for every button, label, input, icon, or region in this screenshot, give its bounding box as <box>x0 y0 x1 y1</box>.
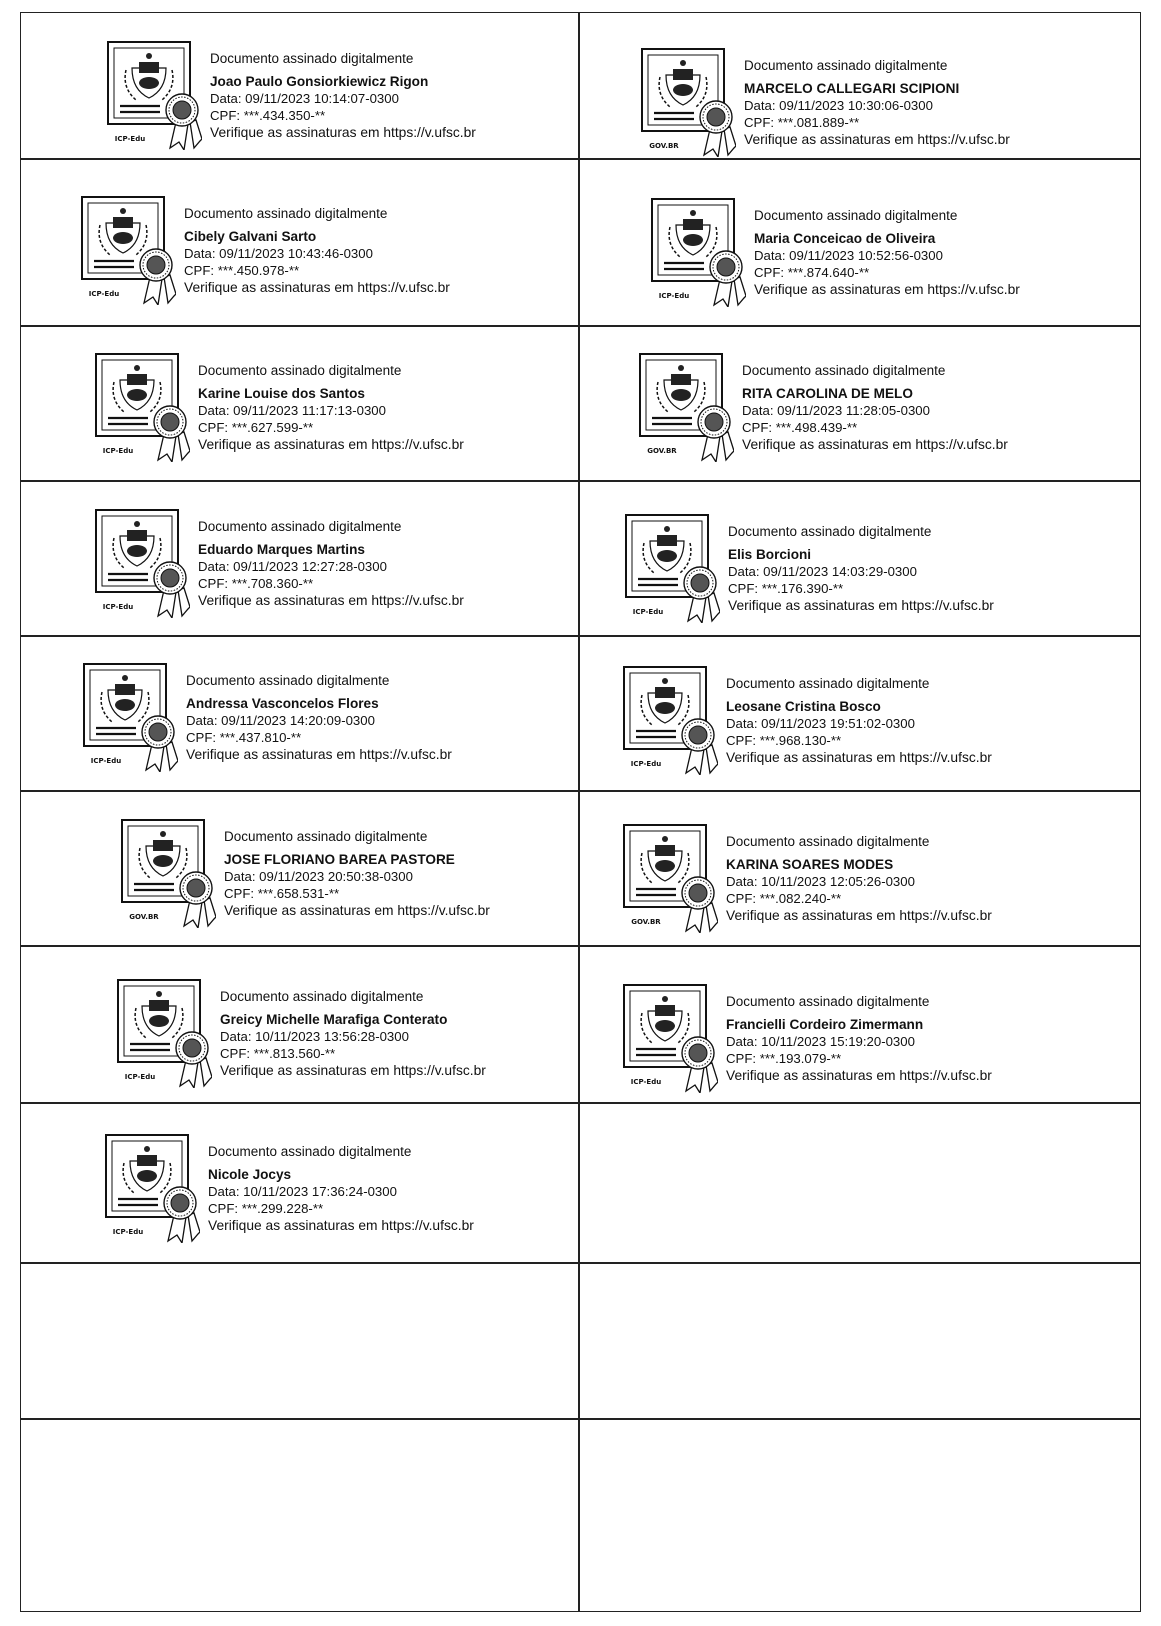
signature-date: Data: 09/11/2023 14:03:29-0300 <box>728 564 917 579</box>
certificate-seal-icon <box>116 818 216 928</box>
signature-text <box>726 993 1046 1084</box>
verification-note: Verifique as assinaturas em https://v.ufsc.br <box>728 598 994 613</box>
svg-text:ICP-Edu: ICP-Edu <box>630 1078 662 1086</box>
signer-cpf: CPF: ***.658.531-** <box>224 886 340 901</box>
signature-text <box>742 362 1062 453</box>
certificate-seal-icon <box>90 352 190 462</box>
svg-text:ICP-Edu: ICP-Edu <box>102 603 134 611</box>
signature-date: Data: 09/11/2023 20:50:38-0300 <box>224 869 413 884</box>
signature-text <box>186 672 506 763</box>
signer-name: RITA CAROLINA DE MELO <box>742 386 913 401</box>
signer-cpf: CPF: ***.874.640-** <box>754 265 870 280</box>
signature-date: Data: 10/11/2023 15:19:20-0300 <box>726 1034 915 1049</box>
signature-header: Documento assinado digitalmente <box>186 673 390 688</box>
signature-block <box>618 823 1038 933</box>
svg-text:ICP-Edu: ICP-Edu <box>658 292 690 300</box>
signature-block <box>634 352 1054 462</box>
certificate-seal-icon <box>618 665 718 775</box>
signer-cpf: CPF: ***.437.810-** <box>186 730 302 745</box>
signature-header: Documento assinado digitalmente <box>208 1144 412 1159</box>
signature-date: Data: 09/11/2023 10:43:46-0300 <box>184 246 373 261</box>
signer-name: Eduardo Marques Martins <box>198 542 365 557</box>
signer-name: Joao Paulo Gonsiorkiewicz Rigon <box>210 74 429 89</box>
row-divider <box>20 480 1141 482</box>
signature-date: Data: 10/11/2023 12:05:26-0300 <box>726 874 915 889</box>
signature-date: Data: 09/11/2023 10:52:56-0300 <box>754 248 943 263</box>
svg-text:GOV.BR: GOV.BR <box>631 918 661 926</box>
signature-header: Documento assinado digitalmente <box>210 51 414 66</box>
signature-block <box>618 983 1038 1093</box>
row-divider <box>20 1262 1141 1264</box>
signer-cpf: CPF: ***.450.978-** <box>184 263 300 278</box>
verification-note: Verifique as assinaturas em https://v.ufsc.br <box>198 437 464 452</box>
signer-name: KARINA SOARES MODES <box>726 857 894 872</box>
signature-block <box>116 818 536 928</box>
signer-name: MARCELO CALLEGARI SCIPIONI <box>744 81 960 96</box>
certificate-seal-icon <box>620 513 720 623</box>
certificate-seal-icon <box>618 823 718 933</box>
signature-block <box>618 665 1038 775</box>
signature-text <box>198 362 518 453</box>
signature-text <box>198 518 518 609</box>
verification-note: Verifique as assinaturas em https://v.ufsc.br <box>184 280 450 295</box>
signature-header: Documento assinado digitalmente <box>198 519 402 534</box>
svg-text:GOV.BR: GOV.BR <box>647 447 677 455</box>
signature-header: Documento assinado digitalmente <box>726 994 930 1009</box>
signature-date: Data: 10/11/2023 13:56:28-0300 <box>220 1029 409 1044</box>
signature-header: Documento assinado digitalmente <box>198 363 402 378</box>
certificate-seal-icon <box>636 47 736 157</box>
signer-name: Cibely Galvani Sarto <box>184 229 317 244</box>
signature-text <box>728 523 1048 614</box>
certificate-seal-icon <box>618 983 718 1093</box>
signer-cpf: CPF: ***.813.560-** <box>220 1046 336 1061</box>
signature-date: Data: 09/11/2023 10:14:07-0300 <box>210 91 399 106</box>
certificate-seal-icon <box>634 352 734 462</box>
signature-block <box>90 352 510 462</box>
signature-header: Documento assinado digitalmente <box>726 834 930 849</box>
signature-header: Documento assinado digitalmente <box>728 524 932 539</box>
certificate-seal-icon <box>76 195 176 305</box>
signature-date: Data: 09/11/2023 12:27:28-0300 <box>198 559 387 574</box>
signature-date: Data: 09/11/2023 19:51:02-0300 <box>726 716 915 731</box>
signer-cpf: CPF: ***.968.130-** <box>726 733 842 748</box>
certificate-seal-icon <box>112 978 212 1088</box>
svg-text:ICP-Edu: ICP-Edu <box>112 1228 144 1236</box>
verification-note: Verifique as assinaturas em https://v.ufsc.br <box>186 747 452 762</box>
certificate-seal-icon <box>90 508 190 618</box>
signature-block <box>100 1133 520 1243</box>
signature-text <box>726 675 1046 766</box>
signer-cpf: CPF: ***.299.228-** <box>208 1201 324 1216</box>
row-divider <box>20 635 1141 637</box>
signature-date: Data: 09/11/2023 11:17:13-0300 <box>198 403 386 418</box>
signature-text <box>208 1143 528 1234</box>
signer-cpf: CPF: ***.082.240-** <box>726 891 842 906</box>
signature-block <box>112 978 532 1088</box>
row-divider <box>20 945 1141 947</box>
signature-block <box>620 513 1040 623</box>
signer-name: Maria Conceicao de Oliveira <box>754 231 936 246</box>
svg-text:ICP-Edu: ICP-Edu <box>124 1073 156 1081</box>
verification-note: Verifique as assinaturas em https://v.ufsc.br <box>198 593 464 608</box>
signer-name: Karine Louise dos Santos <box>198 386 365 401</box>
signature-date: Data: 10/11/2023 17:36:24-0300 <box>208 1184 397 1199</box>
signer-cpf: CPF: ***.081.889-** <box>744 115 860 130</box>
column-divider <box>578 12 580 1612</box>
signature-header: Documento assinado digitalmente <box>726 676 930 691</box>
row-divider <box>20 1418 1141 1420</box>
signature-header: Documento assinado digitalmente <box>220 989 424 1004</box>
verification-note: Verifique as assinaturas em https://v.ufsc.br <box>754 282 1020 297</box>
signature-block <box>636 47 1056 157</box>
signer-name: Francielli Cordeiro Zimermann <box>726 1017 924 1032</box>
signature-text <box>224 828 544 919</box>
signer-name: Leosane Cristina Bosco <box>726 699 881 714</box>
svg-text:ICP-Edu: ICP-Edu <box>102 447 134 455</box>
row-divider <box>20 325 1141 327</box>
certificate-seal-icon <box>102 40 202 150</box>
signature-date: Data: 09/11/2023 14:20:09-0300 <box>186 713 375 728</box>
signature-block <box>102 40 522 150</box>
row-divider <box>20 1102 1141 1104</box>
signature-text <box>220 988 540 1079</box>
signature-block <box>76 195 496 305</box>
signature-text <box>184 205 504 296</box>
signature-header: Documento assinado digitalmente <box>742 363 946 378</box>
signer-cpf: CPF: ***.434.350-** <box>210 108 326 123</box>
signer-cpf: CPF: ***.176.390-** <box>728 581 844 596</box>
signature-header: Documento assinado digitalmente <box>184 206 388 221</box>
verification-note: Verifique as assinaturas em https://v.ufsc.br <box>208 1218 474 1233</box>
svg-text:GOV.BR: GOV.BR <box>649 142 679 150</box>
row-divider <box>20 790 1141 792</box>
signature-text <box>744 57 1064 148</box>
signer-name: Elis Borcioni <box>728 547 812 562</box>
verification-note: Verifique as assinaturas em https://v.ufsc.br <box>726 908 992 923</box>
svg-text:ICP-Edu: ICP-Edu <box>630 760 662 768</box>
signature-header: Documento assinado digitalmente <box>744 58 948 73</box>
verification-note: Verifique as assinaturas em https://v.ufsc.br <box>726 750 992 765</box>
verification-note: Verifique as assinaturas em https://v.ufsc.br <box>744 132 1010 147</box>
signer-cpf: CPF: ***.193.079-** <box>726 1051 842 1066</box>
signature-block <box>78 662 498 772</box>
signer-cpf: CPF: ***.627.599-** <box>198 420 314 435</box>
signature-date: Data: 09/11/2023 11:28:05-0300 <box>742 403 930 418</box>
signature-text <box>726 833 1046 924</box>
verification-note: Verifique as assinaturas em https://v.ufsc.br <box>224 903 490 918</box>
row-divider <box>20 158 1141 160</box>
signature-date: Data: 09/11/2023 10:30:06-0300 <box>744 98 933 113</box>
svg-text:ICP-Edu: ICP-Edu <box>114 135 146 143</box>
signer-name: JOSE FLORIANO BAREA PASTORE <box>224 852 455 867</box>
signer-name: Greicy Michelle Marafiga Conterato <box>220 1012 448 1027</box>
svg-text:GOV.BR: GOV.BR <box>129 913 159 921</box>
verification-note: Verifique as assinaturas em https://v.ufsc.br <box>742 437 1008 452</box>
signature-text <box>210 50 530 141</box>
signature-header: Documento assinado digitalmente <box>754 208 958 223</box>
verification-note: Verifique as assinaturas em https://v.ufsc.br <box>210 125 476 140</box>
signature-block <box>90 508 510 618</box>
svg-text:ICP-Edu: ICP-Edu <box>90 757 122 765</box>
signature-header: Documento assinado digitalmente <box>224 829 428 844</box>
certificate-seal-icon <box>646 197 746 307</box>
signature-text <box>754 207 1074 298</box>
signer-cpf: CPF: ***.498.439-** <box>742 420 858 435</box>
signature-block <box>646 197 1066 307</box>
svg-text:ICP-Edu: ICP-Edu <box>632 608 664 616</box>
svg-text:ICP-Edu: ICP-Edu <box>88 290 120 298</box>
signer-name: Andressa Vasconcelos Flores <box>186 696 379 711</box>
signer-cpf: CPF: ***.708.360-** <box>198 576 314 591</box>
certificate-seal-icon <box>100 1133 200 1243</box>
verification-note: Verifique as assinaturas em https://v.ufsc.br <box>220 1063 486 1078</box>
certificate-seal-icon <box>78 662 178 772</box>
signer-name: Nicole Jocys <box>208 1167 292 1182</box>
verification-note: Verifique as assinaturas em https://v.ufsc.br <box>726 1068 992 1083</box>
